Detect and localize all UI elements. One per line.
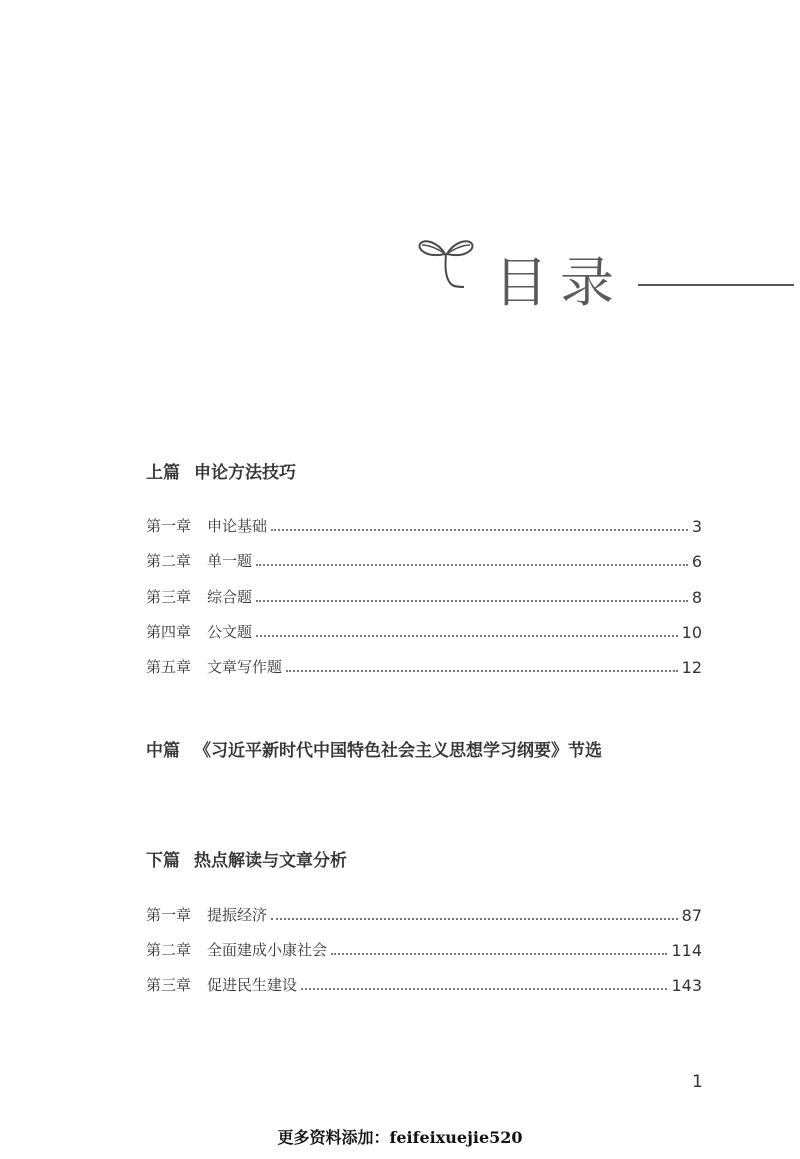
section-label: 上篇 [146,463,180,483]
chapter-number: 第三章 [146,588,192,606]
dot-leader [286,670,678,672]
toc-entry[interactable] [146,973,702,995]
toc-entry[interactable] [146,514,702,536]
toc-entry[interactable] [146,549,702,571]
page-ref: 6 [691,552,702,571]
dot-leader [256,564,688,566]
page-number: 1 [692,1072,703,1092]
dot-leader [331,953,667,955]
page-ref: 87 [681,906,702,925]
chapter-number: 第二章 [146,552,192,570]
sprout-icon [418,232,474,292]
chapter-title: 提振经济 [207,906,268,924]
section-heading-part-2 [146,736,602,761]
dot-leader [271,918,678,920]
section-title: 热点解读与文章分析 [194,851,347,871]
footer-note: 更多资料添加：feifeixuejie520 [277,1128,523,1147]
chapter-title: 综合题 [207,588,253,606]
dot-leader [271,529,688,531]
section-heading-part-1 [146,458,296,483]
page-ref: 3 [691,517,702,536]
section-title: 《习近平新时代中国特色社会主义思想学习纲要》节选 [194,741,602,761]
section-label: 下篇 [146,851,180,871]
page-ref: 10 [681,623,702,642]
chapter-number: 第五章 [146,658,192,676]
chapter-title: 申论基础 [207,517,268,535]
section-label: 中篇 [146,741,180,761]
page-title: 目录 [494,251,626,314]
page-ref: 8 [691,588,702,607]
chapter-title: 公文题 [207,623,253,641]
page-ref: 12 [681,658,702,677]
toc-entry[interactable] [146,620,702,642]
chapter-title: 单一题 [207,552,253,570]
chapter-number: 第二章 [146,941,192,959]
chapter-number: 第一章 [146,517,192,535]
toc-entry[interactable] [146,903,702,925]
chapter-title: 全面建成小康社会 [207,941,328,959]
chapter-number: 第一章 [146,906,192,924]
toc-entry[interactable] [146,585,702,607]
toc-entry[interactable] [146,655,702,677]
chapter-number: 第四章 [146,623,192,641]
toc-entry[interactable] [146,938,702,960]
dot-leader [256,635,678,637]
dot-leader [301,988,667,990]
chapter-number: 第三章 [146,976,192,994]
page-ref: 114 [671,941,702,960]
dot-leader [256,600,688,602]
chapter-title: 文章写作题 [207,658,283,676]
page-ref: 143 [671,976,702,995]
section-heading-part-3 [146,846,347,871]
title-rule [638,284,794,286]
section-title: 申论方法技巧 [194,463,296,483]
chapter-title: 促进民生建设 [207,976,298,994]
